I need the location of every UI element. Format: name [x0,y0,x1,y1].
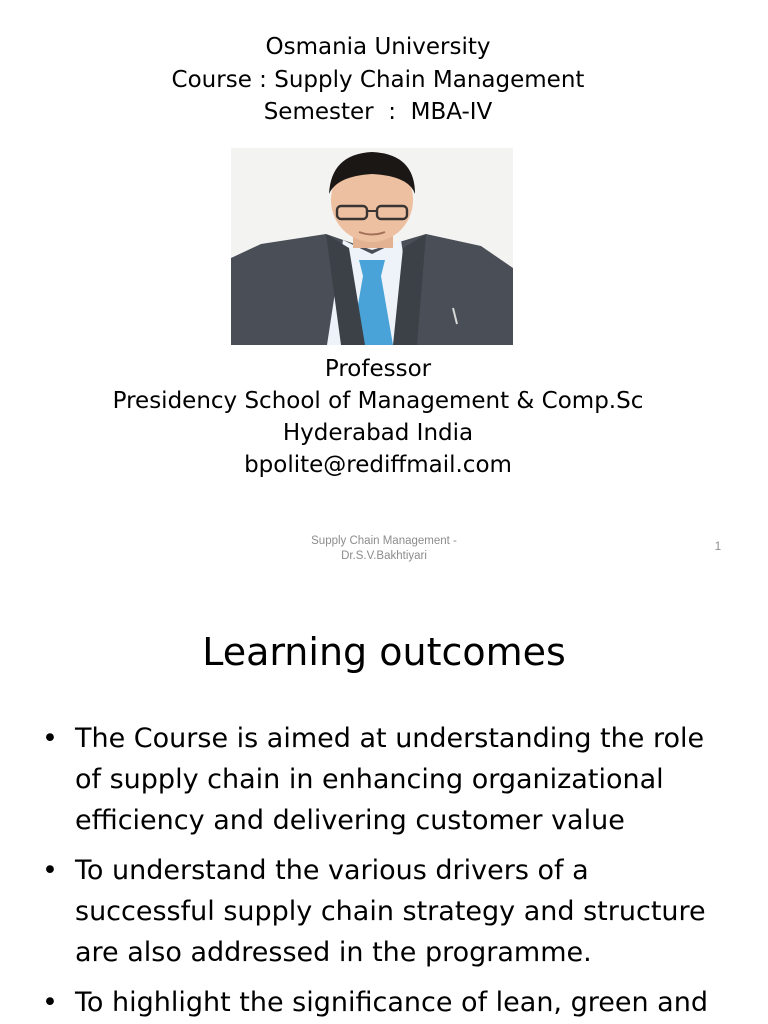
slide-header [0,31,756,129]
professor-details [0,353,756,481]
university-name: Osmania University [265,34,491,60]
professor-title: Professor [324,356,432,382]
slide-number: 1 [714,541,722,553]
slide-title: Learning outcomes [202,630,566,674]
email-address: bpolite@rediffmail.com [244,452,512,478]
list-item [42,850,732,973]
list-item-text: To understand the various drivers of a successful supply chain strategy and structure are also addressed in the programme. [75,855,706,968]
list-item-text: The Course is aimed at understanding the role of supply chain in enhancing organizational efficiency and delivering customer value [75,723,705,836]
bullet-icon: • [42,723,58,754]
slide-2 [0,580,768,1024]
course-name: Course : Supply Chain Management [171,66,585,93]
location: Hyderabad India [282,420,474,446]
list-item [42,982,732,1023]
learning-outcomes-list [42,718,732,1024]
footer-line-course: Supply Chain Management - [311,535,457,547]
footer-line-author: Dr.S.V.Bakhtiyari [341,550,427,562]
bullet-icon: • [42,855,58,886]
semester: Semester : MBA-IV [263,99,493,125]
list-item-text: To highlight the significance of lean, green and [75,987,708,1018]
list-item [42,718,732,841]
slide-footer [284,534,484,564]
institution-name: Presidency School of Management & Comp.Sc [112,388,644,414]
bullet-icon: • [42,987,58,1018]
professor-photo [231,148,513,345]
